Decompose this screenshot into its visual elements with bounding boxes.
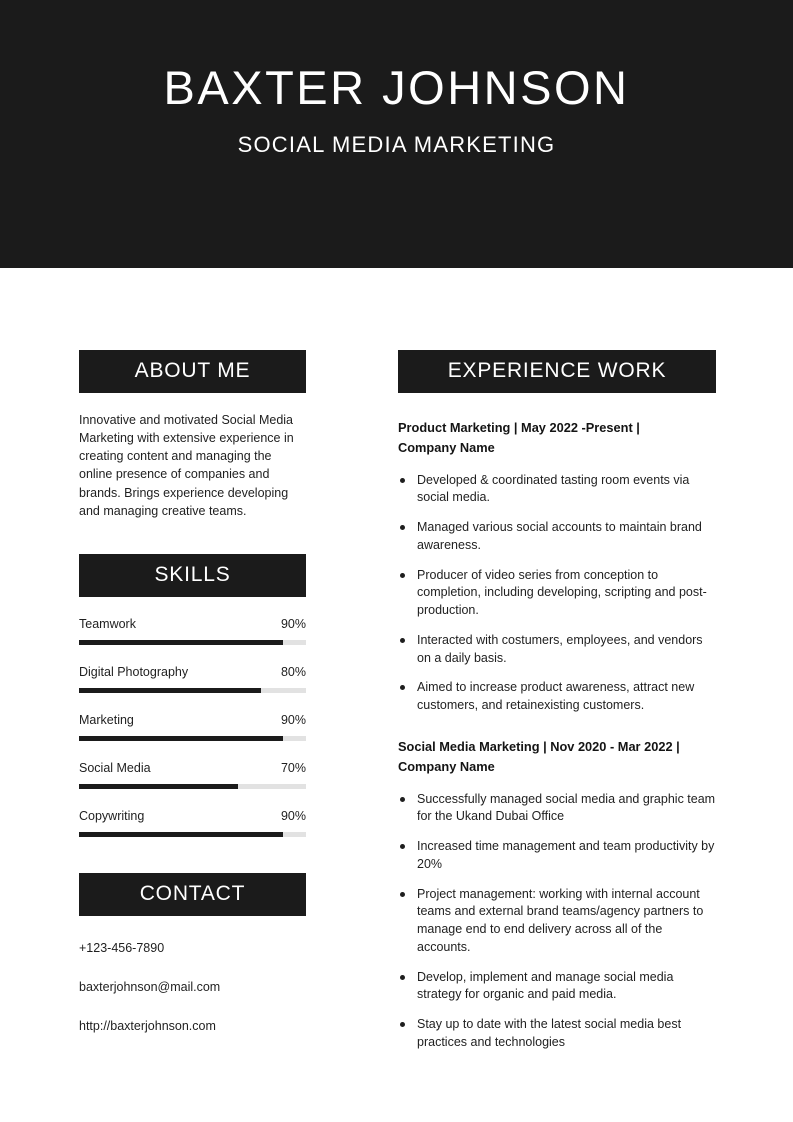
job-bullet: Producer of video series from conception to completion, including developing, scripting and post-production. xyxy=(398,567,717,620)
contact-website[interactable]: http://baxterjohnson.com xyxy=(79,1018,216,1033)
skills-heading: SKILLS xyxy=(79,554,306,597)
job-title: Social Media Marketing | Nov 2020 - Mar 2022 | Company Name xyxy=(398,738,680,774)
resume-body xyxy=(0,268,793,1064)
resume-header xyxy=(0,0,793,268)
skill-value: 90% xyxy=(280,616,306,631)
contact-phone[interactable]: +123-456-7890 xyxy=(79,940,165,955)
skill-track xyxy=(79,688,306,693)
about-me-text: Innovative and motivated Social Media Marketing with extensive experience in creating content and managing the online presence of companies and brands. Brings experience developing and managing creative teams. xyxy=(79,413,294,518)
skill-fill xyxy=(79,784,238,789)
contact-heading: CONTACT xyxy=(79,873,306,916)
left-column xyxy=(79,350,386,1064)
skill-track xyxy=(79,640,306,645)
skill-item xyxy=(79,617,306,645)
skill-item xyxy=(79,665,306,693)
skill-label: Teamwork xyxy=(79,616,136,631)
job-bullet: Aimed to increase product awareness, attract new customers, and retainexisting customers. xyxy=(398,679,717,715)
job-bullet: Project management: working with internal account teams and external brand teams/agency partners to manage end to end delivery across all of the accounts. xyxy=(398,886,717,957)
job-title: Product Marketing | May 2022 -Present | Company Name xyxy=(398,420,640,455)
contact-email[interactable]: baxterjohnson@mail.com xyxy=(79,979,221,994)
experience-heading: EXPERIENCE WORK xyxy=(398,350,716,393)
skill-track xyxy=(79,832,306,837)
experience-entry xyxy=(398,737,716,1052)
skill-value: 80% xyxy=(280,664,306,679)
skill-fill xyxy=(79,832,283,837)
candidate-role: SOCIAL MEDIA MARKETING xyxy=(237,131,556,157)
candidate-name: BAXTER JOHNSON xyxy=(163,61,630,115)
skill-label: Copywriting xyxy=(79,808,145,823)
right-column xyxy=(398,350,716,1064)
skill-label: Digital Photography xyxy=(79,664,189,679)
job-bullet: Managed various social accounts to maintain brand awareness. xyxy=(398,519,717,555)
job-bullet: Developed & coordinated tasting room events via social media. xyxy=(398,472,717,508)
skill-track xyxy=(79,784,306,789)
skill-value: 90% xyxy=(280,712,306,727)
job-bullet: Interacted with costumers, employees, and vendors on a daily basis. xyxy=(398,632,717,668)
skill-item xyxy=(79,809,306,837)
skill-track xyxy=(79,736,306,741)
job-bullets xyxy=(398,791,716,1052)
job-bullet: Increased time management and team productivity by 20% xyxy=(398,838,717,874)
contact-section xyxy=(79,873,386,1033)
skill-value: 90% xyxy=(280,808,306,823)
skill-item xyxy=(79,713,306,741)
skill-label: Marketing xyxy=(79,712,134,727)
job-bullet: Successfully managed social media and graphic team for the Ukand Dubai Office xyxy=(398,791,717,827)
skills-section xyxy=(79,554,386,837)
skill-fill xyxy=(79,688,261,693)
job-bullets xyxy=(398,472,716,715)
skill-value: 70% xyxy=(280,760,306,775)
job-bullet: Stay up to date with the latest social media best practices and technologies xyxy=(398,1016,717,1052)
experience-entry xyxy=(398,418,716,715)
skill-fill xyxy=(79,736,283,741)
about-me-heading: ABOUT ME xyxy=(79,350,306,393)
skill-item xyxy=(79,761,306,789)
job-bullet: Develop, implement and manage social media strategy for organic and paid media. xyxy=(398,969,717,1005)
skill-fill xyxy=(79,640,283,645)
skill-label: Social Media xyxy=(79,760,151,775)
